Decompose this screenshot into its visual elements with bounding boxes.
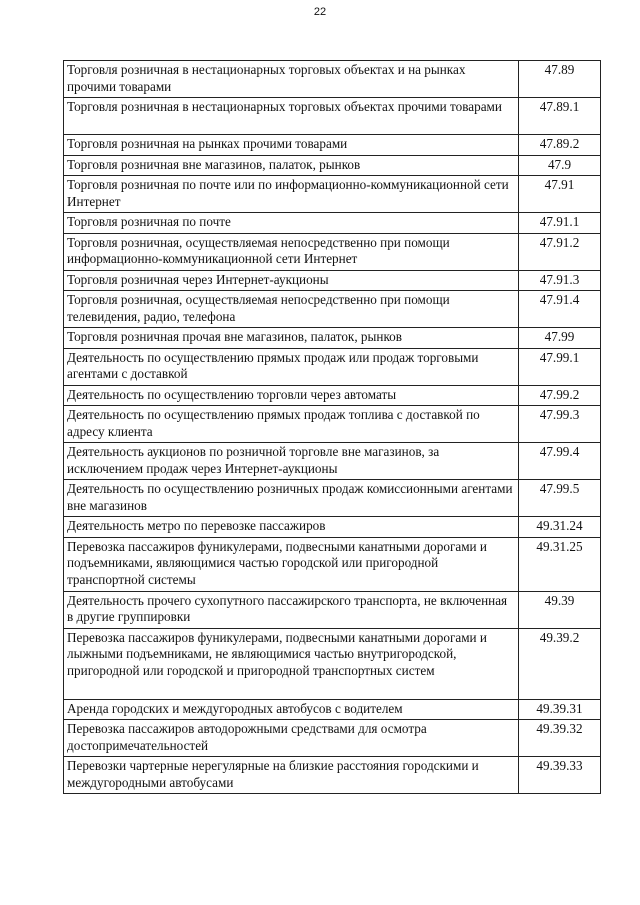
table-row bbox=[64, 176, 601, 213]
activity-name-cell: Торговля розничная через Интернет-аукционы bbox=[64, 270, 519, 291]
activity-name-cell: Торговля розничная в нестационарных торговых объектах и на рынках прочими товарами bbox=[64, 61, 519, 98]
activity-code-cell: 49.39.32 bbox=[519, 720, 601, 757]
activity-codes-table bbox=[63, 60, 601, 794]
activity-name-cell: Деятельность по осуществлению торговли через автоматы bbox=[64, 385, 519, 406]
activity-code-cell: 47.89.1 bbox=[519, 98, 601, 135]
activity-code-cell: 49.39.31 bbox=[519, 699, 601, 720]
activity-code-cell: 47.91.1 bbox=[519, 213, 601, 234]
activity-code-cell: 49.39.33 bbox=[519, 757, 601, 794]
table-row bbox=[64, 757, 601, 794]
activity-code-cell: 49.39.2 bbox=[519, 628, 601, 699]
table-row bbox=[64, 385, 601, 406]
table-row bbox=[64, 537, 601, 591]
table-row bbox=[64, 213, 601, 234]
table-row bbox=[64, 135, 601, 156]
table-row bbox=[64, 443, 601, 480]
activity-code-cell: 49.31.25 bbox=[519, 537, 601, 591]
table-row bbox=[64, 628, 601, 699]
activity-code-cell: 47.99.3 bbox=[519, 406, 601, 443]
activity-name-cell: Перевозка пассажиров фуникулерами, подвесными канатными дорогами и лыжными подъемниками, не являющимися частью внутригородской, пригородной или городской и пригородной транспортных систем bbox=[64, 628, 519, 699]
activity-name-cell: Торговля розничная, осуществляемая непосредственно при помощи информационно-коммуникационной сети Интернет bbox=[64, 233, 519, 270]
table-row bbox=[64, 98, 601, 135]
activity-name-cell: Деятельность метро по перевозке пассажиров bbox=[64, 517, 519, 538]
activity-name-cell: Деятельность по осуществлению прямых продаж или продаж торговыми агентами с доставкой bbox=[64, 348, 519, 385]
activity-name-cell: Перевозка пассажиров автодорожными средствами для осмотра достопримечательностей bbox=[64, 720, 519, 757]
table-row bbox=[64, 233, 601, 270]
activity-code-cell: 47.99 bbox=[519, 328, 601, 349]
activity-name-cell: Деятельность прочего сухопутного пассажирского транспорта, не включенная в другие группировки bbox=[64, 591, 519, 628]
table-row bbox=[64, 291, 601, 328]
activity-code-cell: 49.39 bbox=[519, 591, 601, 628]
page-number: 22 bbox=[313, 6, 327, 18]
table-row bbox=[64, 591, 601, 628]
table-body bbox=[64, 61, 601, 794]
activity-code-cell: 47.91.2 bbox=[519, 233, 601, 270]
activity-name-cell: Торговля розничная прочая вне магазинов, палаток, рынков bbox=[64, 328, 519, 349]
activity-code-cell: 47.99.4 bbox=[519, 443, 601, 480]
table-row bbox=[64, 270, 601, 291]
table-row bbox=[64, 155, 601, 176]
activity-name-cell: Торговля розничная, осуществляемая непосредственно при помощи телевидения, радио, телефона bbox=[64, 291, 519, 328]
activity-name-cell: Торговля розничная по почте bbox=[64, 213, 519, 234]
table-row bbox=[64, 328, 601, 349]
activity-name-cell: Торговля розничная вне магазинов, палаток, рынков bbox=[64, 155, 519, 176]
activity-name-cell: Аренда городских и междугородных автобусов с водителем bbox=[64, 699, 519, 720]
activity-code-cell: 47.99.2 bbox=[519, 385, 601, 406]
activity-code-cell: 47.91.3 bbox=[519, 270, 601, 291]
table-row bbox=[64, 480, 601, 517]
activity-name-cell: Торговля розничная в нестационарных торговых объектах прочими товарами bbox=[64, 98, 519, 135]
table-row bbox=[64, 348, 601, 385]
activity-code-cell: 47.89 bbox=[519, 61, 601, 98]
table-row bbox=[64, 720, 601, 757]
activity-code-cell: 47.99.5 bbox=[519, 480, 601, 517]
table-row bbox=[64, 61, 601, 98]
table-row bbox=[64, 406, 601, 443]
activity-name-cell: Деятельность аукционов по розничной торговле вне магазинов, за исключением продаж через Интернет-аукционы bbox=[64, 443, 519, 480]
activity-name-cell: Торговля розничная по почте или по информационно-коммуникационной сети Интернет bbox=[64, 176, 519, 213]
activity-code-cell: 49.31.24 bbox=[519, 517, 601, 538]
table-row bbox=[64, 699, 601, 720]
activity-name-cell: Торговля розничная на рынках прочими товарами bbox=[64, 135, 519, 156]
activity-code-cell: 47.91 bbox=[519, 176, 601, 213]
activity-name-cell: Деятельность по осуществлению прямых продаж топлива с доставкой по адресу клиента bbox=[64, 406, 519, 443]
table-row bbox=[64, 517, 601, 538]
activity-code-cell: 47.99.1 bbox=[519, 348, 601, 385]
activity-code-cell: 47.9 bbox=[519, 155, 601, 176]
activity-name-cell: Перевозки чартерные нерегулярные на близкие расстояния городскими и междугородными автобусами bbox=[64, 757, 519, 794]
activity-name-cell: Перевозка пассажиров фуникулерами, подвесными канатными дорогами и подъемниками, являющимися частью городской или пригородной транспортной системы bbox=[64, 537, 519, 591]
activity-name-cell: Деятельность по осуществлению розничных продаж комиссионными агентами вне магазинов bbox=[64, 480, 519, 517]
activity-code-cell: 47.89.2 bbox=[519, 135, 601, 156]
activity-code-cell: 47.91.4 bbox=[519, 291, 601, 328]
